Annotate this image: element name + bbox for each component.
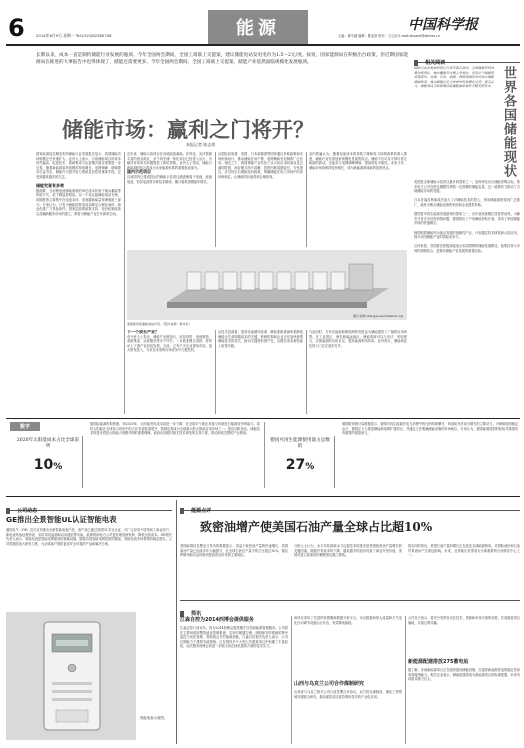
editor-line: 主编：黄辛湖 编辑：陈亚欣 校对：王心怡 E-mail:zhuanti@stimes.cn <box>338 34 440 38</box>
subhead-growth: 下一个成长产业？ <box>127 330 159 334</box>
brief-middle <box>294 616 402 744</box>
paper-name: 中国科学报 <box>408 17 478 33</box>
numbers-tag <box>10 422 40 431</box>
brief-1-title: 江森自控为2014西博会提供服务 <box>180 617 254 623</box>
sidebar-text-top: 国际可再生能源机构近日发布报告指出，全球储能装机容量持续增长，抽水蓄能仍占据主导地位，但电化学储能的增速最快。美国、日本、德国、韩国等国家纷纷出台储能激励政策，推动储能在电力系统中的规模化应用。报告认为，储能将成为构建清洁低碳能源体系的关键支撑技术。 <box>414 66 494 89</box>
commentary-col-2: 分析人士认为，水平井钻探和水力压裂技术的进步是美国致密油产量增长的关键因素。随着开采成本的下降，越来越多的油田具备了商业开发价值，美国对进口原油的依赖程度也随之降低。 <box>294 544 402 558</box>
masthead-rule <box>6 44 520 46</box>
brief-right <box>408 616 520 744</box>
brief-3-text: 据了解，多地新能源项目正在配套建设储能设施，以提高新能源发电的稳定性和电网接纳能力。相关企业表示，储能配建将成为新能源项目的标准配置，未来市场需求潜力巨大。 <box>408 668 520 682</box>
brief-divider-1 <box>291 616 292 744</box>
brief-3-title: 新能源配建排放275蓄电站 <box>408 659 469 665</box>
headline-block <box>36 110 408 150</box>
meter-photo-caption: 智能电表示意图。 <box>140 716 168 720</box>
number-item-1-value-wrap <box>16 454 80 473</box>
number-text-2: 德国联邦统计局数据显示，德国可再生能源在电力消费中的比例持续攀升，风电和光伏成为增长的主要动力。为保障电网稳定运行，德国正大力推进储能和电网扩建项目，并通过立法明确储能设施的市场地位。专家认为，德国能源转型的经验对我国具有重要的借鉴意义。 <box>342 422 518 436</box>
brief-middle-text: 该项目采用了先进的传感器和数据分析平台，可以根据场馆人流量和天气变化自动调节设备运行状态，有效降低能耗。 <box>294 616 402 625</box>
commentary-headline: 致密油增产使美国石油产量全球占比超10% <box>200 520 433 534</box>
lead-rule-5 <box>215 330 216 414</box>
brief-1 <box>180 616 288 744</box>
lead-column-1: 国家能源局近期发布的储能行业发展报告显示，我国储能市场规模正在快速扩大。业内人士表示，目前储能项目的成本仍然偏高，电池技术、系统集成与运营模式都还需要进一步完善。随着新能源装机规模的持续增长，电网调峰、调频需求日益突出，储能作为提升电力系统灵活性的重要手段，正受到越来越多的关注。 储能究竟有多贵 据测算，当前锂电池储能系统的单位成本仍高于抽水蓄能等传统方式，但下降趋势明显。以一个兆瓦级储能电站为例，初期投资主要集中在电池本体、变流器和能量管理系统三部分。专家认为，只有当储能的度电成本降至合理区间时，商业化推广才具备条件。国家层面的政策支持、电价机制改革以及辅助服务市场的建立，都将为储能产业打开新的空间。 <box>36 152 121 216</box>
brief-rule <box>180 600 520 601</box>
numbers-top-rule <box>6 418 520 419</box>
numbers-bracket-1 <box>82 436 87 488</box>
lead-column-6: 从技术层面看，提高电池循环寿命、降低系统衰减率是降低储能全生命周期成本的关键。科研机构和企业正在加快新型储能技术的攻关，推动关键材料国产化，以期在成本和性能上取得突破。 <box>218 330 303 348</box>
company-news-text: 通用电气（GE）近日宣布推出全新智能电表产品，该产品已通过美国UL安全认证，可广泛应用于居民和工商业用户。新电表具备远程抄表、实时用电监测和双向通信等功能，能够帮助电力公司更好地管理负荷、降低运营成本。GE相关负责人表示，智能电表是智能电网建设的基础设施，随着各国智能电网投资的增加，智能电表市场将保持稳定增长。公司将继续加大研发力度，为全球客户提供更加安全可靠的产品和解决方案。 <box>6 528 172 546</box>
number-item-1-label: 2020年太阳能成本占比全球前列 <box>16 438 80 449</box>
section-title: 能源 <box>236 18 280 39</box>
number-item-1 <box>16 438 80 488</box>
brief-tag-label: 简讯 <box>191 611 202 617</box>
lead-headline: 储能市场：赢利之门将开？ <box>62 118 314 142</box>
number-item-2-label: 德国可再生能源使用量占总数的 <box>270 438 330 449</box>
number-text-1: 据国际能源机构预测，到2020年，太阳能发电成本将进一步下降，在全球多个地区具备与传统化石能源竞争的能力。届时太阳能在全球电力供应中的占比有望显著提升，我国也将成为全球最大的太阳能应用市场之一。报告同时指出，储能技术的进步将是太阳能大规模并网的重要保障，政府应加强对相关技术研发的支持力度，推动形成完整的产业链条。 <box>90 422 260 436</box>
numbers-bracket-2 <box>334 436 339 488</box>
lead-rule-1 <box>124 152 125 414</box>
number-item-1-unit: % <box>53 462 63 472</box>
sidebar-tag <box>414 52 520 66</box>
sidebar-text-bottom: 美国是全球储能示范项目最多的国家之一。加州率先出台储能采购目标，要求电力公司在规定期限内采购一定规模的储能容量，这一政策有力推动了当地储能市场的发展。 日本在福岛核事故后加大了对储能技术的投入，家用储能系统得到广泛推广，政府为购买储能设备的家庭和企业提供补贴。 德国是可再生能源发展最快的国家之一，光伏装机规模位居世界前列。为解决分布式光伏的消纳问题，德国推出了户用储能补贴计划，带动了家庭储能市场的快速增长。 韩国则将储能列为重点发展的战略性产业，计划通过技术研发和示范应用，提升本国储能产业的国际竞争力。 总体来看，各国都在积极探索适合本国国情的储能发展路径，政策扶持与市场机制相结合，是推动储能产业发展的重要经验。 <box>414 180 520 253</box>
number-item-2-value-wrap <box>268 454 332 473</box>
lead-column-2: 近年来，储能示范项目在各地陆续落地。在风电、光伏资源丰富的西北地区，多个风光储一体化项目已经投入运行，为解决弃风弃光问题提供了新的思路。业内人士指出，储能与新能源的结合将成为未来能源体系的重要组成部分。 国内示范项目 目前国内已建成投运的储能示范项目涵盖锂离子电池、液流电池、铅炭电池等多种技术路线，累计装机规模逐年增长。 <box>127 152 212 184</box>
energy-commentary <box>180 500 520 744</box>
number-item-2-unit: % <box>305 462 315 472</box>
commentary-tag <box>180 500 520 514</box>
brief-2-text: 山西省与乌克兰相关公司日前签署合作协议，双方将在煤制油、煤化工等领域开展联合研究，推动煤炭清洁高效利用技术的产业化应用。 <box>294 690 402 699</box>
page-number: 6 <box>8 14 25 42</box>
brief-tag <box>180 603 260 617</box>
lead-column-7: 与此同时，分布式能源和微电网的发展也为储能提供了广阔的应用场景。在工业园区、海岛和偏远地区，储能系统可以与光伏、风电配合，实现能源的自给自足，提高能源利用效率。业内预计，储能商业化的大门正在逐步打开。 <box>309 330 407 348</box>
lead-column-5: 下一个成长产业？ 有分析人士指出，储能产业链条长，涉及材料、电池制造、系统集成、运营服务等多个环节，一旦商业模式成熟，将带动上下游产业协同发展。当前，已有不少企业提前布局，加大研发投入，力求在未来的市场竞争中占据先机。 <box>127 330 212 353</box>
lower-separator <box>176 500 177 744</box>
lead-intro <box>36 52 408 104</box>
commentary-col-1: 美国能源信息署近日发布的数据显示，得益于致密油产量的快速增长，美国原油产量已连续多年大幅提升，在全球石油总产量中的占比超过10%。德克萨斯州和北达科他州是致密油开发的主要地区。 <box>180 544 288 558</box>
brief-divider-2 <box>405 616 406 744</box>
date-line: 2014年6月9日 星期一 Tel:(010)62580706 <box>36 33 112 38</box>
number-item-2-value: 27 <box>285 457 306 473</box>
commentary-tag-marker <box>180 508 184 514</box>
lead-intro-text: 长期以来，成本一直是制约储能行业发展的瓶颈。今年全国两会期间，全国工商联上交提案，建议储能电站发电电价为1.5～2元/度。按说，国家能源局在积极出台政策，但近期国家能源局在推进的大事报告中也得体现了，储能还需要更多。今年全国两会期间，全国工商联上交提案，储能产业依然面临规模化发展瓶颈。 <box>36 53 408 66</box>
sidebar-title: 世界各国储能现状 <box>501 66 516 178</box>
lead-column-4: 业内普遍认为，随着电池成本的持续下降和电力体制改革的深入推进，储能行业有望迎来规模化发展的拐点。储能不仅可以平抑可再生能源的波动，还能参与电网调峰调频，提高供电可靠性。未来几年，储能市场将保持较快增长，成为新能源领域新的投资热点。 <box>309 152 407 170</box>
company-news <box>6 500 172 744</box>
commentary-col-3: 报告同时指出，美国石油产量的增长正在改变全球能源格局，对国际油价和石油贸易流向产生深远影响。未来，北美地区有望成为全球重要的石油供应中心之一。 <box>408 544 520 558</box>
numbers-bottom-rule <box>6 496 520 497</box>
company-news-tag-label: 公司动态 <box>17 508 38 514</box>
lead-rule-3 <box>306 152 307 247</box>
numbers-divider <box>264 422 265 488</box>
lead-photo <box>127 250 407 320</box>
lead-rule-6 <box>306 330 307 414</box>
company-news-tag <box>6 500 172 514</box>
lead-byline: 本报记者 陈志豪 <box>186 142 216 147</box>
subhead-demo: 国内示范项目 <box>127 169 151 175</box>
company-news-headline: GE推出全景智能UL认证智能电表 <box>6 515 117 524</box>
numbers-strip <box>6 420 520 494</box>
storage-station-illustration <box>127 250 407 320</box>
company-news-tag-marker <box>6 508 10 514</box>
photo-credit: 图片来源:zhangye.worldwatch.org <box>353 314 403 318</box>
subhead-cost: 储能究竟有多贵 <box>36 183 64 189</box>
smart-meter-icon <box>6 612 136 740</box>
lead-column-3: 从国际经验看，美国、日本和德国等国家通过补贴政策和市场机制设计，推动储能在用户侧、电网侧和发电侧的广泛应用。相比之下，我国储能产业仍处于从示范应用向商业化过渡的阶段，商业模式尚不清晰，投资回报周期较长。专家建议，应尽快出台储能电价政策，明确储能在电力市场中的身份和地位，让储能的价值得到合理体现。 <box>218 152 303 179</box>
commentary-tag-label: 能源点评 <box>191 508 212 514</box>
sidebar <box>414 52 520 414</box>
lead-rule-2 <box>215 152 216 247</box>
brief-1-text: 江森自控日前宣布，将为2014西博会提供楼宇自控和能源管理服务。公司将在主要场馆部署智能化控制系统，实现对暖通空调、照明和安防系统的集中监控与优化管理，帮助展会节约能源消耗。江森自控相关负责人表示，公司长期致力于建筑节能领域，已在国内多个大型公共建筑项目中积累了丰富经验，此次服务西博会将进一步展示其在绿色建筑方面的技术实力。 <box>180 626 288 649</box>
sidebar-tag-label: 相关阅读 <box>425 60 446 66</box>
meter-photo <box>6 612 136 740</box>
sidebar-tag-marker <box>414 60 418 66</box>
brief-right-text: 合作各方表示，将充分发挥各自在技术、资源和市场方面的优势，共同推进项目落地，实现互利共赢。 <box>408 616 520 625</box>
number-item-2 <box>268 438 332 488</box>
numbers-tag-label: 数字 <box>19 424 30 430</box>
section-label <box>208 10 308 44</box>
photo-caption: 美国加州某储能电站外景。（图片来源：新华社） <box>127 322 192 326</box>
brief-2-title: 山西与乌克兰公司合作煤制研究 <box>294 681 365 687</box>
masthead <box>0 0 524 46</box>
number-item-1-value: 10 <box>33 457 54 473</box>
